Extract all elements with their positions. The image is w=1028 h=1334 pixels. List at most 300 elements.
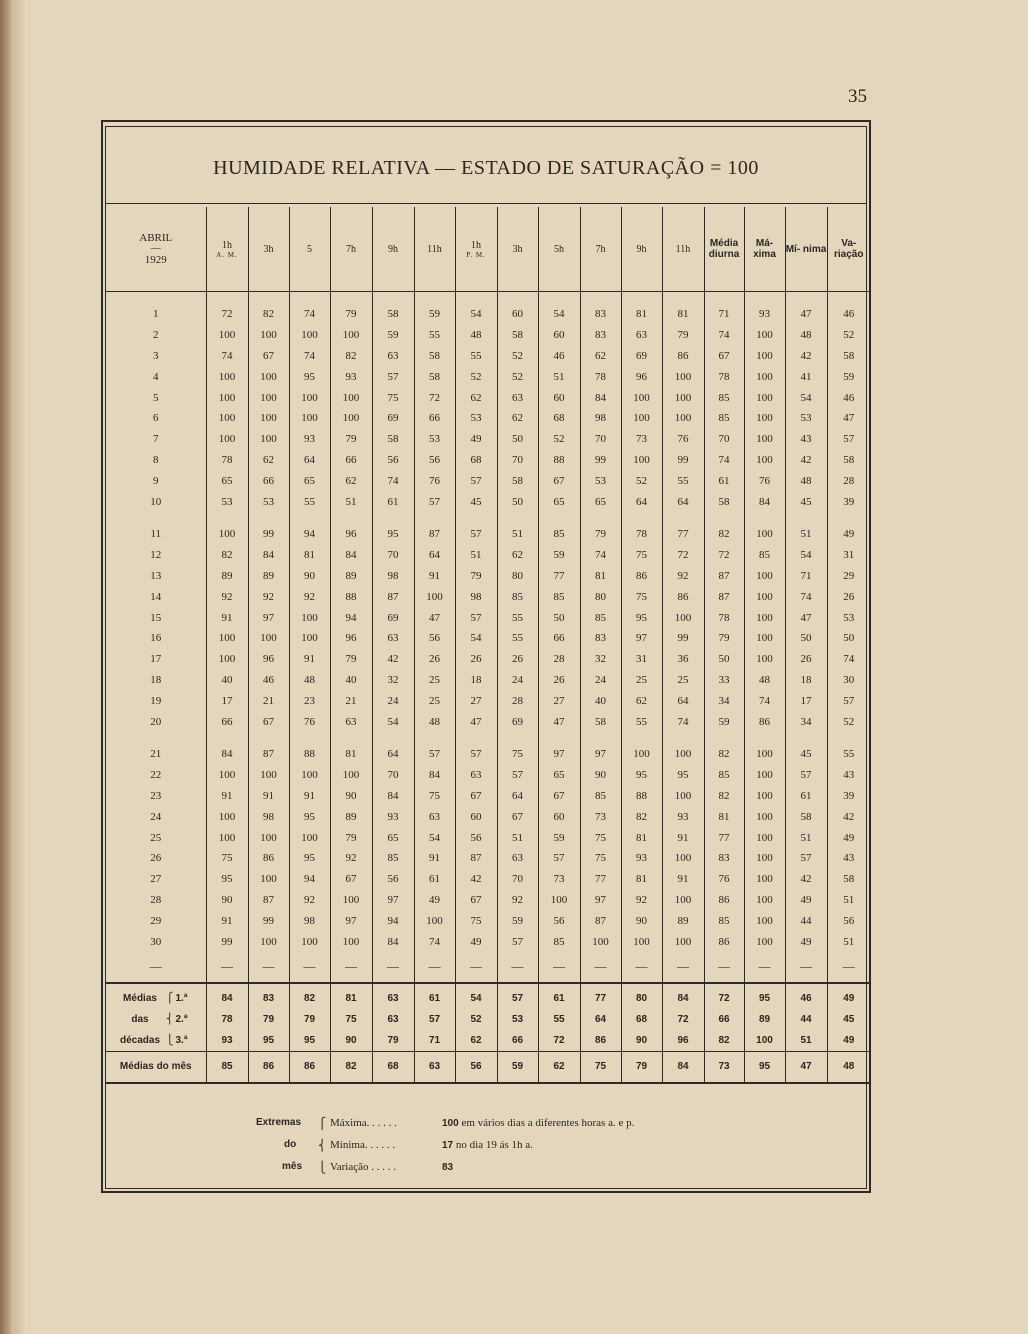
humidity-value: 49 bbox=[455, 429, 497, 450]
humidity-value: 60 bbox=[455, 806, 497, 827]
humidity-value: 58 bbox=[372, 429, 414, 450]
spacer-cell bbox=[497, 512, 538, 524]
humidity-value: 91 bbox=[662, 869, 704, 890]
extreme-item-label: Mínima. . . . . . bbox=[330, 1139, 396, 1151]
humidity-value: 40 bbox=[580, 690, 621, 711]
spacer-cell bbox=[497, 292, 538, 305]
month-average-value: 86 bbox=[289, 1051, 330, 1083]
humidity-value: 100 bbox=[414, 586, 455, 607]
humidity-value: 23 bbox=[289, 690, 330, 711]
humidity-value: 58 bbox=[827, 869, 870, 890]
dash-cell: — bbox=[744, 952, 785, 983]
day-number: 7 bbox=[153, 433, 159, 446]
humidity-value: 100 bbox=[289, 325, 330, 346]
humidity-value: 42 bbox=[827, 806, 870, 827]
humidity-value: 81 bbox=[289, 545, 330, 566]
minima-header: Mí- nima bbox=[785, 207, 827, 292]
spacer-cell bbox=[621, 292, 662, 305]
humidity-value: 56 bbox=[372, 450, 414, 471]
decade-average-row bbox=[106, 1009, 870, 1030]
day-row bbox=[106, 711, 870, 732]
humidity-value: 92 bbox=[289, 890, 330, 911]
decade-average-value: 64 bbox=[580, 1009, 621, 1030]
decade-average-value: 83 bbox=[248, 983, 289, 1009]
humidity-value: 74 bbox=[580, 545, 621, 566]
decade-average-value: 46 bbox=[785, 983, 827, 1009]
humidity-value: 100 bbox=[248, 827, 289, 848]
month-label: ABRIL bbox=[139, 232, 173, 244]
humidity-value: 74 bbox=[206, 346, 248, 367]
humidity-value: 92 bbox=[497, 890, 538, 911]
humidity-value: 73 bbox=[538, 869, 580, 890]
day-row bbox=[106, 744, 870, 765]
humidity-value: 87 bbox=[704, 586, 744, 607]
dash-cell: — bbox=[621, 952, 662, 983]
humidity-value: 100 bbox=[744, 524, 785, 545]
humidity-value: 99 bbox=[662, 450, 704, 471]
humidity-value: 70 bbox=[497, 869, 538, 890]
humidity-value: 45 bbox=[455, 491, 497, 512]
hour-label: 9h bbox=[636, 243, 647, 255]
spacer-cell bbox=[206, 732, 248, 744]
dash-cell: — bbox=[414, 952, 455, 983]
humidity-value: 73 bbox=[580, 806, 621, 827]
humidity-value: 63 bbox=[372, 628, 414, 649]
humidity-value: 25 bbox=[621, 670, 662, 691]
humidity-value: 64 bbox=[414, 545, 455, 566]
pm-label: P. M. bbox=[466, 250, 486, 259]
humidity-value: 60 bbox=[497, 304, 538, 325]
humidity-value: 45 bbox=[785, 744, 827, 765]
humidity-value: 18 bbox=[455, 670, 497, 691]
humidity-value: 100 bbox=[206, 366, 248, 387]
day-number: 20 bbox=[150, 715, 162, 728]
humidity-value: 61 bbox=[372, 491, 414, 512]
humidity-value: 78 bbox=[206, 450, 248, 471]
humidity-value: 56 bbox=[372, 869, 414, 890]
humidity-value: 97 bbox=[372, 890, 414, 911]
hour-header bbox=[330, 207, 372, 292]
humidity-value: 93 bbox=[372, 806, 414, 827]
humidity-value: 96 bbox=[330, 524, 372, 545]
humidity-value: 100 bbox=[248, 869, 289, 890]
humidity-value: 99 bbox=[248, 910, 289, 931]
humidity-value: 95 bbox=[289, 848, 330, 869]
humidity-value: 57 bbox=[827, 690, 870, 711]
variacao-header: Va- riação bbox=[827, 207, 870, 292]
humidity-value: 74 bbox=[704, 450, 744, 471]
hour-header bbox=[580, 207, 621, 292]
humidity-value: 84 bbox=[372, 931, 414, 952]
humidity-value: 100 bbox=[744, 890, 785, 911]
dash-cell: — bbox=[330, 952, 372, 983]
humidity-value: 86 bbox=[621, 566, 662, 587]
humidity-value: 100 bbox=[289, 765, 330, 786]
decade-average-value: 79 bbox=[372, 1030, 414, 1052]
header-row bbox=[106, 207, 870, 292]
humidity-value: 54 bbox=[785, 545, 827, 566]
extreme-item-label: Variação . . . . . bbox=[330, 1161, 396, 1173]
humidity-value: 92 bbox=[206, 586, 248, 607]
humidity-value: 57 bbox=[455, 744, 497, 765]
humidity-value: 100 bbox=[662, 848, 704, 869]
humidity-value: 54 bbox=[538, 304, 580, 325]
humidity-value: 75 bbox=[414, 786, 455, 807]
humidity-value: 92 bbox=[248, 586, 289, 607]
humidity-value: 49 bbox=[455, 931, 497, 952]
humidity-value: 85 bbox=[704, 408, 744, 429]
humidity-value: 100 bbox=[744, 628, 785, 649]
humidity-value: 63 bbox=[330, 711, 372, 732]
day-row bbox=[106, 690, 870, 711]
humidity-value: 100 bbox=[330, 931, 372, 952]
humidity-value: 52 bbox=[455, 366, 497, 387]
humidity-value: 62 bbox=[455, 387, 497, 408]
humidity-value: 96 bbox=[330, 628, 372, 649]
humidity-value: 89 bbox=[330, 566, 372, 587]
humidity-value: 100 bbox=[744, 429, 785, 450]
spacer-cell bbox=[580, 732, 621, 744]
spacer-cell bbox=[704, 292, 744, 305]
humidity-value: 77 bbox=[580, 869, 621, 890]
humidity-value: 100 bbox=[330, 890, 372, 911]
month-average-value: 85 bbox=[206, 1051, 248, 1083]
decade-average-value: 63 bbox=[372, 1009, 414, 1030]
dash-cell: — bbox=[372, 952, 414, 983]
spacer-cell bbox=[580, 512, 621, 524]
humidity-value: 67 bbox=[455, 890, 497, 911]
decade-group-label: décadas bbox=[119, 1034, 161, 1046]
humidity-value: 100 bbox=[206, 429, 248, 450]
decade-average-value: 72 bbox=[662, 1009, 704, 1030]
humidity-value: 51 bbox=[455, 545, 497, 566]
humidity-value: 53 bbox=[827, 607, 870, 628]
humidity-value: 100 bbox=[621, 387, 662, 408]
humidity-value: 28 bbox=[497, 690, 538, 711]
humidity-value: 86 bbox=[248, 848, 289, 869]
day-number: 12 bbox=[150, 549, 162, 562]
humidity-value: 53 bbox=[785, 408, 827, 429]
humidity-value: 56 bbox=[455, 827, 497, 848]
decade-average-value: 75 bbox=[330, 1009, 372, 1030]
day-row bbox=[106, 890, 870, 911]
month-average-value: 62 bbox=[538, 1051, 580, 1083]
humidity-value: 46 bbox=[827, 387, 870, 408]
humidity-value: 51 bbox=[497, 827, 538, 848]
humidity-value: 27 bbox=[538, 690, 580, 711]
humidity-value: 17 bbox=[785, 690, 827, 711]
humidity-value: 84 bbox=[744, 491, 785, 512]
humidity-value: 74 bbox=[704, 325, 744, 346]
humidity-value: 47 bbox=[785, 304, 827, 325]
humidity-value: 75 bbox=[621, 545, 662, 566]
humidity-value: 86 bbox=[704, 931, 744, 952]
brace-glyph: ⎧ bbox=[318, 1118, 327, 1130]
humidity-value: 31 bbox=[827, 545, 870, 566]
spacer-cell bbox=[827, 512, 870, 524]
humidity-value: 100 bbox=[289, 628, 330, 649]
humidity-value: 25 bbox=[414, 670, 455, 691]
humidity-value: 59 bbox=[497, 910, 538, 931]
humidity-value: 78 bbox=[704, 607, 744, 628]
day-row bbox=[106, 346, 870, 367]
humidity-value: 91 bbox=[289, 786, 330, 807]
extreme-value bbox=[442, 1117, 634, 1129]
humidity-value: 51 bbox=[785, 524, 827, 545]
humidity-value: 100 bbox=[248, 366, 289, 387]
decade-average-row bbox=[106, 983, 870, 1009]
humidity-value: 75 bbox=[621, 586, 662, 607]
humidity-value: 91 bbox=[414, 848, 455, 869]
humidity-value: 57 bbox=[372, 366, 414, 387]
spacer-cell bbox=[248, 732, 289, 744]
humidity-value: 82 bbox=[206, 545, 248, 566]
spacer-cell bbox=[206, 512, 248, 524]
humidity-value: 51 bbox=[827, 890, 870, 911]
decade-label bbox=[106, 983, 206, 1009]
humidity-value: 26 bbox=[414, 649, 455, 670]
humidity-value: 85 bbox=[580, 786, 621, 807]
decade-average-value: 51 bbox=[785, 1030, 827, 1052]
humidity-value: 54 bbox=[372, 711, 414, 732]
humidity-value: 99 bbox=[248, 524, 289, 545]
day-number: 1 bbox=[153, 308, 159, 321]
humidity-value: 58 bbox=[704, 491, 744, 512]
day-row bbox=[106, 387, 870, 408]
spacer-cell bbox=[455, 732, 497, 744]
humidity-value: 100 bbox=[248, 325, 289, 346]
hour-header bbox=[621, 207, 662, 292]
humidity-value: 100 bbox=[248, 429, 289, 450]
humidity-value: 59 bbox=[704, 711, 744, 732]
month-average-value: 86 bbox=[248, 1051, 289, 1083]
humidity-value: 61 bbox=[414, 869, 455, 890]
humidity-value: 69 bbox=[497, 711, 538, 732]
humidity-value: 74 bbox=[414, 931, 455, 952]
humidity-value: 93 bbox=[662, 806, 704, 827]
humidity-value: 86 bbox=[704, 890, 744, 911]
humidity-value: 100 bbox=[744, 649, 785, 670]
humidity-value: 61 bbox=[704, 470, 744, 491]
humidity-value: 47 bbox=[455, 711, 497, 732]
humidity-value: 85 bbox=[372, 848, 414, 869]
humidity-value: 85 bbox=[538, 931, 580, 952]
extremes-label: Extremas bbox=[256, 1117, 302, 1128]
day-row bbox=[106, 628, 870, 649]
humidity-value: 91 bbox=[206, 786, 248, 807]
humidity-value: 79 bbox=[330, 304, 372, 325]
humidity-value: 57 bbox=[455, 524, 497, 545]
spacer-row bbox=[106, 292, 870, 305]
humidity-value: 57 bbox=[785, 765, 827, 786]
humidity-value: 100 bbox=[662, 744, 704, 765]
humidity-value: 100 bbox=[206, 765, 248, 786]
humidity-value: 40 bbox=[206, 670, 248, 691]
dash-cell: — bbox=[662, 952, 704, 983]
humidity-value: 88 bbox=[538, 450, 580, 471]
extreme-detail: em vários dias a diferentes horas a. e p. bbox=[461, 1117, 635, 1129]
humidity-value: 67 bbox=[704, 346, 744, 367]
humidity-value: 93 bbox=[621, 848, 662, 869]
day-number: 13 bbox=[150, 569, 162, 582]
humidity-value: 63 bbox=[621, 325, 662, 346]
humidity-value: 88 bbox=[289, 744, 330, 765]
day-number: 26 bbox=[150, 852, 162, 865]
humidity-value: 100 bbox=[206, 806, 248, 827]
humidity-value: 81 bbox=[621, 827, 662, 848]
humidity-value: 69 bbox=[372, 408, 414, 429]
humidity-value: 100 bbox=[206, 408, 248, 429]
humidity-value: 88 bbox=[330, 586, 372, 607]
humidity-value: 100 bbox=[289, 408, 330, 429]
day-number: 24 bbox=[150, 810, 162, 823]
humidity-value: 57 bbox=[455, 607, 497, 628]
book-spine-gradient bbox=[14, 0, 26, 1334]
humidity-table bbox=[106, 207, 870, 1084]
humidity-value: 43 bbox=[827, 765, 870, 786]
humidity-value: 84 bbox=[580, 387, 621, 408]
humidity-value: 85 bbox=[497, 586, 538, 607]
decade-average-value: 61 bbox=[414, 983, 455, 1009]
hour-header bbox=[248, 207, 289, 292]
day-row bbox=[106, 607, 870, 628]
humidity-value: 100 bbox=[744, 325, 785, 346]
humidity-value: 47 bbox=[414, 607, 455, 628]
humidity-value: 89 bbox=[662, 910, 704, 931]
humidity-value: 95 bbox=[621, 765, 662, 786]
decade-ordinal: 3.ª bbox=[175, 1034, 188, 1046]
humidity-value: 100 bbox=[206, 827, 248, 848]
decade-ordinal: 2.ª bbox=[175, 1013, 188, 1025]
maxima-header: Má- xima bbox=[744, 207, 785, 292]
spacer-cell bbox=[330, 732, 372, 744]
humidity-value: 63 bbox=[497, 848, 538, 869]
humidity-value: 57 bbox=[455, 470, 497, 491]
humidity-value: 43 bbox=[827, 848, 870, 869]
humidity-value: 47 bbox=[827, 408, 870, 429]
humidity-value: 76 bbox=[289, 711, 330, 732]
humidity-value: 100 bbox=[744, 450, 785, 471]
decade-average-row bbox=[106, 1030, 870, 1052]
decade-group-label: Médias bbox=[123, 992, 157, 1004]
hour-header bbox=[497, 207, 538, 292]
humidity-value: 85 bbox=[744, 545, 785, 566]
hour-label: 3h bbox=[512, 243, 523, 255]
humidity-value: 29 bbox=[827, 566, 870, 587]
spacer-cell bbox=[621, 512, 662, 524]
hour-label: 11h bbox=[675, 243, 691, 255]
day-number: 19 bbox=[150, 694, 162, 707]
dash-cell: — bbox=[785, 952, 827, 983]
humidity-value: 24 bbox=[497, 670, 538, 691]
humidity-value: 65 bbox=[538, 765, 580, 786]
humidity-value: 66 bbox=[206, 711, 248, 732]
extreme-value bbox=[442, 1139, 533, 1151]
humidity-value: 100 bbox=[621, 931, 662, 952]
spacer-cell bbox=[497, 732, 538, 744]
dash-cell: — bbox=[538, 952, 580, 983]
decade-average-value: 93 bbox=[206, 1030, 248, 1052]
spacer-cell bbox=[662, 292, 704, 305]
humidity-value: 58 bbox=[414, 366, 455, 387]
humidity-value: 67 bbox=[538, 470, 580, 491]
humidity-value: 90 bbox=[621, 910, 662, 931]
decade-average-value: 49 bbox=[827, 1030, 870, 1052]
humidity-value: 57 bbox=[785, 848, 827, 869]
humidity-value: 76 bbox=[704, 869, 744, 890]
decade-average-value: 100 bbox=[744, 1030, 785, 1052]
humidity-value: 26 bbox=[785, 649, 827, 670]
humidity-value: 46 bbox=[827, 304, 870, 325]
humidity-value: 74 bbox=[372, 470, 414, 491]
decade-average-value: 84 bbox=[206, 983, 248, 1009]
humidity-value: 62 bbox=[497, 545, 538, 566]
decade-average-value: 82 bbox=[704, 1030, 744, 1052]
humidity-value: 59 bbox=[414, 304, 455, 325]
humidity-value: 34 bbox=[785, 711, 827, 732]
humidity-value: 61 bbox=[785, 786, 827, 807]
humidity-value: 55 bbox=[662, 470, 704, 491]
day-row bbox=[106, 491, 870, 512]
humidity-value: 54 bbox=[455, 628, 497, 649]
humidity-value: 69 bbox=[372, 607, 414, 628]
humidity-value: 74 bbox=[289, 304, 330, 325]
humidity-value: 74 bbox=[827, 649, 870, 670]
day-row bbox=[106, 806, 870, 827]
humidity-value: 81 bbox=[662, 304, 704, 325]
humidity-value: 95 bbox=[662, 765, 704, 786]
humidity-value: 62 bbox=[580, 346, 621, 367]
hour-header bbox=[538, 207, 580, 292]
humidity-value: 21 bbox=[330, 690, 372, 711]
humidity-value: 55 bbox=[621, 711, 662, 732]
humidity-value: 94 bbox=[289, 869, 330, 890]
humidity-value: 64 bbox=[372, 744, 414, 765]
spacer-cell bbox=[538, 292, 580, 305]
humidity-value: 43 bbox=[785, 429, 827, 450]
humidity-value: 72 bbox=[206, 304, 248, 325]
humidity-value: 100 bbox=[744, 869, 785, 890]
day-number: 2 bbox=[153, 329, 159, 342]
extremes-label: mês bbox=[282, 1161, 303, 1172]
hour-label: 11h bbox=[427, 243, 442, 255]
humidity-value: 58 bbox=[372, 304, 414, 325]
humidity-value: 87 bbox=[455, 848, 497, 869]
decade-average-value: 90 bbox=[330, 1030, 372, 1052]
decade-average-value: 95 bbox=[289, 1030, 330, 1052]
humidity-value: 100 bbox=[744, 827, 785, 848]
decade-average-value: 78 bbox=[206, 1009, 248, 1030]
day-number: 5 bbox=[153, 391, 159, 404]
extreme-number: 100 bbox=[442, 1118, 459, 1129]
humidity-value: 48 bbox=[744, 670, 785, 691]
day-number: 29 bbox=[150, 914, 162, 927]
book-spine-shadow bbox=[0, 0, 14, 1334]
spacer-cell bbox=[330, 292, 372, 305]
humidity-value: 82 bbox=[330, 346, 372, 367]
humidity-value: 100 bbox=[744, 566, 785, 587]
spacer-cell bbox=[580, 292, 621, 305]
humidity-value: 84 bbox=[330, 545, 372, 566]
day-number: 8 bbox=[153, 453, 159, 466]
humidity-value: 85 bbox=[538, 586, 580, 607]
day-number: 10 bbox=[150, 495, 162, 508]
humidity-value: 47 bbox=[785, 607, 827, 628]
dash-cell: — bbox=[248, 952, 289, 983]
month-average-value: 84 bbox=[662, 1051, 704, 1083]
humidity-value: 72 bbox=[662, 545, 704, 566]
humidity-value: 92 bbox=[330, 848, 372, 869]
